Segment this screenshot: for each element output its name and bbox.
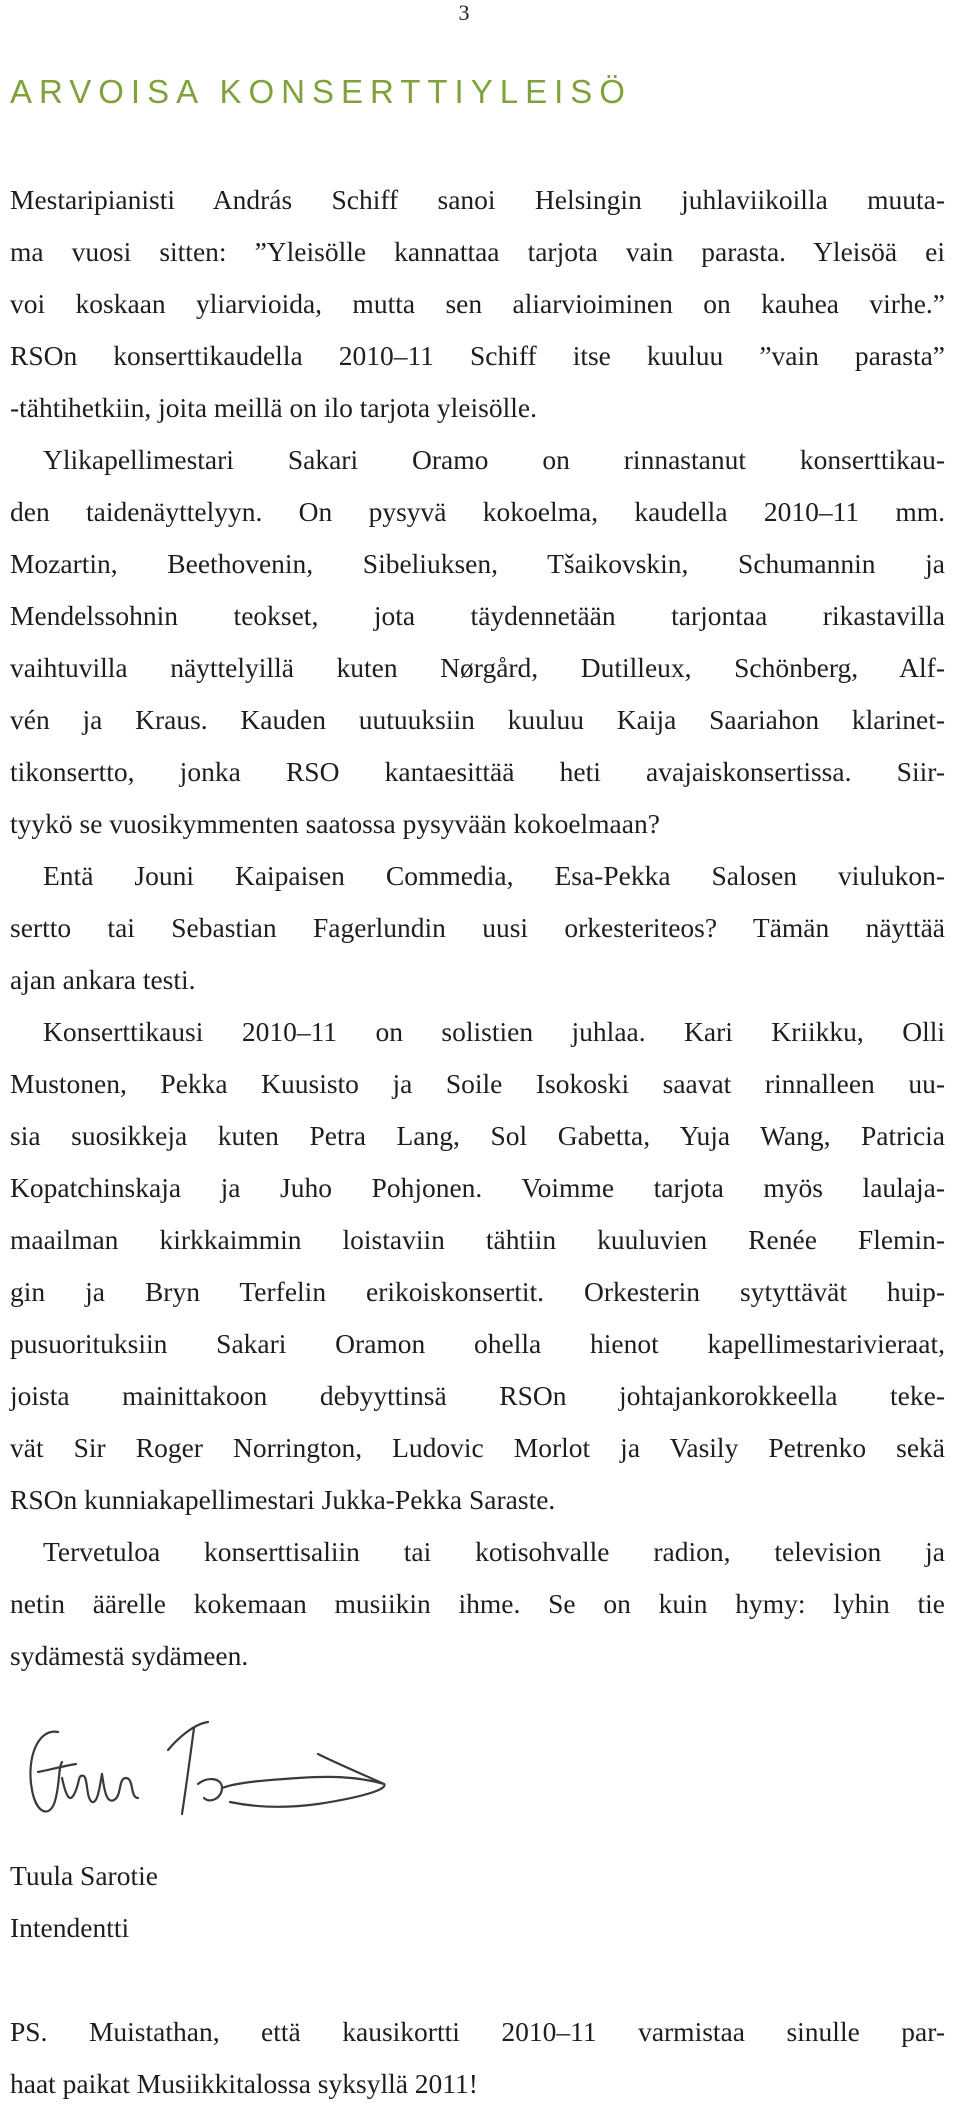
letter-body bbox=[10, 174, 945, 1682]
ps-line: haat paikat Musiikkitalossa syksyllä 2011! bbox=[10, 2068, 478, 2099]
body-line: Mozartin, Beethovenin, Sibeliuksen, Tšaikovskin, Schumannin ja bbox=[10, 548, 945, 579]
page-number: 3 bbox=[458, 0, 470, 25]
body-line: Mustonen, Pekka Kuusisto ja Soile Isokoski saavat rinnalleen uu- bbox=[10, 1068, 945, 1099]
postscript bbox=[10, 2006, 945, 2110]
body-line: ma vuosi sitten: ”Yleisölle kannattaa tarjota vain parasta. Yleisöä ei bbox=[10, 236, 945, 267]
handwritten-signature bbox=[18, 1718, 396, 1828]
body-line: gin ja Bryn Terfelin erikoiskonsertit. Orkesterin sytyttävät huip- bbox=[10, 1276, 945, 1307]
page-heading: ARVOISA KONSERTTIYLEISÖ bbox=[10, 73, 632, 110]
body-line: Mendelssohnin teokset, jota täydennetään tarjontaa rikastavilla bbox=[10, 600, 945, 631]
body-line: tyykö se vuosikymmenten saatossa pysyvään kokoelmaan? bbox=[10, 808, 660, 839]
body-line: sertto tai Sebastian Fagerlundin uusi orkesteriteos? Tämän näyttää bbox=[10, 912, 945, 943]
body-line: Kopatchinskaja ja Juho Pohjonen. Voimme tarjota myös laulaja- bbox=[10, 1172, 945, 1203]
body-line: joista mainittakoon debyyttinsä RSOn johtajankorokkeella teke- bbox=[10, 1380, 945, 1411]
body-line: vät Sir Roger Norrington, Ludovic Morlot ja Vasily Petrenko sekä bbox=[10, 1432, 945, 1463]
body-line: den taidenäyttelyyn. On pysyvä kokoelma, kaudella 2010–11 mm. bbox=[10, 496, 945, 527]
body-line: -tähtihetkiin, joita meillä on ilo tarjota yleisölle. bbox=[10, 392, 537, 423]
body-line: RSOn konserttikaudella 2010–11 Schiff itse kuuluu ”vain parasta” bbox=[10, 340, 945, 371]
body-line: vén ja Kraus. Kauden uutuuksiin kuuluu Kaija Saariahon klarinet- bbox=[10, 704, 945, 735]
body-line: sia suosikkeja kuten Petra Lang, Sol Gabetta, Yuja Wang, Patricia bbox=[10, 1120, 945, 1151]
body-line: Ylikapellimestari Sakari Oramo on rinnastanut konserttikau- bbox=[43, 444, 945, 475]
body-line: voi koskaan yliarvioida, mutta sen aliarvioiminen on kauhea virhe.” bbox=[10, 288, 945, 319]
ps-line: PS. Muistathan, että kausikortti 2010–11 varmistaa sinulle par- bbox=[10, 2016, 945, 2047]
body-line: tikonsertto, jonka RSO kantaesittää heti avajaiskonsertissa. Siir- bbox=[10, 756, 945, 787]
body-line: Konserttikausi 2010–11 on solistien juhlaa. Kari Kriikku, Olli bbox=[43, 1016, 945, 1047]
signer-title: Intendentti bbox=[10, 1912, 130, 1943]
signer-name: Tuula Sarotie bbox=[10, 1860, 158, 1891]
body-line: pusuorituksiin Sakari Oramon ohella hienot kapellimestarivieraat, bbox=[10, 1328, 945, 1359]
body-line: maailman kirkkaimmin loistaviin tähtiin kuuluvien Renée Flemin- bbox=[10, 1224, 945, 1255]
body-line: Tervetuloa konserttisaliin tai kotisohvalle radion, television ja bbox=[43, 1536, 945, 1567]
body-line: vaihtuvilla näyttelyillä kuten Nørgård, Dutilleux, Schönberg, Alf- bbox=[10, 652, 945, 683]
body-line: netin äärelle kokemaan musiikin ihme. Se on kuin hymy: lyhin tie bbox=[10, 1588, 945, 1619]
body-line: RSOn kunniakapellimestari Jukka-Pekka Saraste. bbox=[10, 1484, 556, 1515]
body-line: Entä Jouni Kaipaisen Commedia, Esa-Pekka Salosen viulukon- bbox=[43, 860, 945, 891]
body-line: ajan ankara testi. bbox=[10, 964, 196, 995]
body-line: sydämestä sydämeen. bbox=[10, 1640, 249, 1671]
body-line: Mestaripianisti András Schiff sanoi Helsingin juhlaviikoilla muuta- bbox=[10, 184, 945, 215]
signature-block bbox=[10, 1850, 158, 1954]
